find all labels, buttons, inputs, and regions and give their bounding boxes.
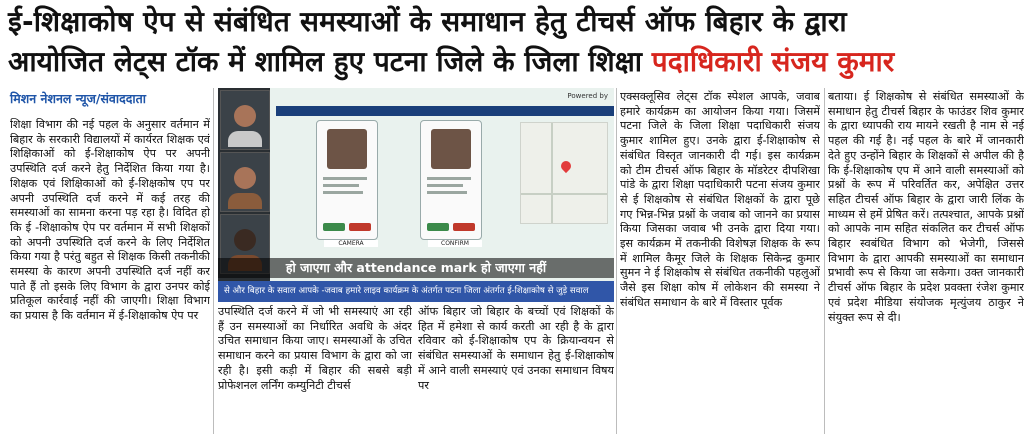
powered-by-logo: Powered by (567, 92, 608, 100)
participant-face (234, 229, 256, 251)
headline-line-1: ई-शिक्षाकोष ऐप से संबंधित समस्याओं के समाधान हेतु टीचर्स ऑफ बिहार के द्वारा (8, 5, 847, 38)
text-line (323, 177, 367, 180)
video-participants-strip (218, 88, 270, 281)
column-divider (213, 88, 214, 434)
red-button (453, 223, 475, 231)
photo-caption: हो जाएगा और attendance mark हो जाएगा नहीं (218, 258, 614, 278)
column-divider (616, 88, 617, 434)
text-line (323, 184, 359, 187)
column-divider (824, 88, 825, 434)
green-button (323, 223, 345, 231)
text-line (427, 184, 463, 187)
red-button (349, 223, 371, 231)
byline: मिशन नेशनल न्यूज/संवाददाता (10, 91, 146, 106)
screen-banner (276, 106, 614, 116)
participant-thumbnail (220, 152, 270, 212)
map-pin-icon (559, 159, 573, 173)
phone-mockup-1 (316, 120, 378, 240)
map-road (551, 123, 553, 223)
article-column-1: शिक्षा विभाग की नई पहल के अनुसार वर्तमान में बिहार के सरकारी विद्यालयों में कार्यरत शिक्षक एवं शिक्षिकाओं को ई-शिक्षाकोष ऐप पर अपनी उपस्थिति दर्ज करने हेतु निर्देशित किया गया है। शिक्षक एवं शिक्षिकाओं को ई-शिक्षकोष एप पर अपनी उपस्थिति दर्ज करने में कई तरह की समस्याओं का सामना करना पड़ रहा है। विदित हो कि ई -शिक्षाकोष ऐप पर वर्तमान में सभी शिक्षकों को अपनी उपस्थिति दर्ज करने के लिए निर्देशित किया गया है परंतु बहुत से शिक्षक किसी तकनीकी समस्या के कारण अपनी उपस्थिति दर्ज नहीं कर पाते हैं तो इसके लिए विभाग के द्वारा उनपर कोई प्रतिकूल कार्रवाई नहीं की जाएगी। शिक्षा विभाग का प्रयास है कि वर्तमान में ई-शिक्षाकोष ऐप पर (10, 118, 210, 323)
camera-label: CAMERA (324, 240, 378, 247)
news-ticker: से और बिहार के सवाल आपके -जवाब हमारे लाइव कार्यक्रम के अंतर्गत पटना जिला अंतर्गत ई-शिक्षाकोष से जुड़े सवाल (218, 281, 614, 302)
confirm-label: CONFIRM (428, 240, 482, 247)
map-road (521, 193, 607, 195)
headline (8, 2, 1028, 82)
text-line (427, 191, 467, 194)
phone-mockup-2 (420, 120, 482, 240)
headline-line-2-black: आयोजित लेट्स टॉक में शामिल हुए पटना जिले के जिला शिक्षा (8, 45, 652, 78)
article-column-4: बताया। ई शिक्षकोष से संबंधित समस्याओं के समाधान हेतु टीचर्स बिहार के फाउंडर शिव कुमार के द्वारा ध्यापकी राय मायने रखती है नाम से नई पहल की गई है। नई पहल के बारे में जानकारी देते हुए उन्होंने बिहार के शिक्षकों से अपील की है कि ई-शिक्षाकोष एप में आने वाली समस्याओं को प्रश्नों के रूप में परिवर्तित कर, अपेक्षित उत्तर सहित टीचर्स ऑफ बिहार के द्वारा जारी लिंक के माध्यम से हमें प्रेषित करें। तत्पश्चात, आपके प्रश्नों को आपके नाम सहित संकलित कर टीचर्स ऑफ बिहार स्वबंधित विभाग को भेजेगी, जिससे विभाग के द्वारा आपकी समस्याओं का समाधान प्रभावी रूप से किया जा सकेगा। उक्त जानकारी टीचर्स ऑफ बिहार के प्रदेश प्रवक्ता रंजेश कुमार एवं प्रदेश मीडिया संयोजक मृत्युंजय ठाकुर ने संयुक्त रूप से दी। (828, 90, 1024, 324)
participant-shirt (228, 193, 262, 209)
shared-screen (270, 88, 614, 281)
article-column-2b: ऑफ बिहार जो बिहार के बच्चों एवं शिक्षकों के हित में हमेशा से कार्य करती आ रही है के द्वारा रविवार को ई-शिक्षाकोष एप के क्रियान्वयन से संबंधित समस्याओं के समाधान हेतु ई-शिक्षाकोष में आने वाली समस्याएं एवं उनका समाधान विषय पर (418, 305, 614, 392)
selfie-image (327, 129, 367, 169)
news-photo (218, 88, 614, 302)
participant-thumbnail (220, 90, 270, 150)
text-line (427, 177, 471, 180)
participant-face (234, 105, 256, 127)
participant-face (234, 167, 256, 189)
article-column-2a: उपस्थिति दर्ज करने में जो भी समस्याएं आ रही हैं उन समस्याओं का निर्धारित अवधि के अंदर उचित समाधान किया जाए। समस्याओं के उचित समाधान करने का प्रयास विभाग के द्वारा को जा रही है। इसी कड़ी में बिहार की सबसे बड़ी प्रोफेशनल लर्निंग कम्युनिटी टीचर्स (218, 305, 412, 392)
article-column-3: एक्सक्लूसिव लेट्स टॉक स्पेशल आपके, जवाब हमारे कार्यक्रम का आयोजन किया गया। जिसमें पटना जिले के जिला शिक्षा पदाधिकारी संजय कुमार शामिल हुए। उनके द्वारा ई-शिक्षाकोष से संबंधित विस्तृत जानकारी दी गई। इस कार्यक्रम को टीम टीचर्स ऑफ बिहार के मॉडरेटर दीपशिखा पांडे के द्वारा शिक्षा पदाधिकारी पटना संजय कुमार से ई शिक्षकोष से संबंधित शिक्षकों के द्वारा पूछे गए भिन्न-भिन्न प्रश्नों के जवाब को जानने का प्रयास किया जिसका जवाब भी उनके द्वारा दिया गया। इस कार्यक्रम में तकनीकी विशेषज्ञ शिक्षक के रूप में शामिल कैमूर जिले के शिक्षक सिकेन्द्र कुमार सुमन ने ई शिक्षकोष से संबंधित तकनीकी पहलुओं जैसे इस शिक्षा कोष में लोकेशन की समस्या ने संबंधित समाधान के बारे में विस्तार पूर्वक (620, 90, 820, 309)
selfie-image (431, 129, 471, 169)
headline-line-2 (8, 42, 1028, 82)
text-line (323, 191, 363, 194)
green-button (427, 223, 449, 231)
map-view (520, 122, 608, 224)
headline-line-2-red: पदाधिकारी संजय कुमार (651, 45, 895, 78)
participant-shirt (228, 131, 262, 147)
